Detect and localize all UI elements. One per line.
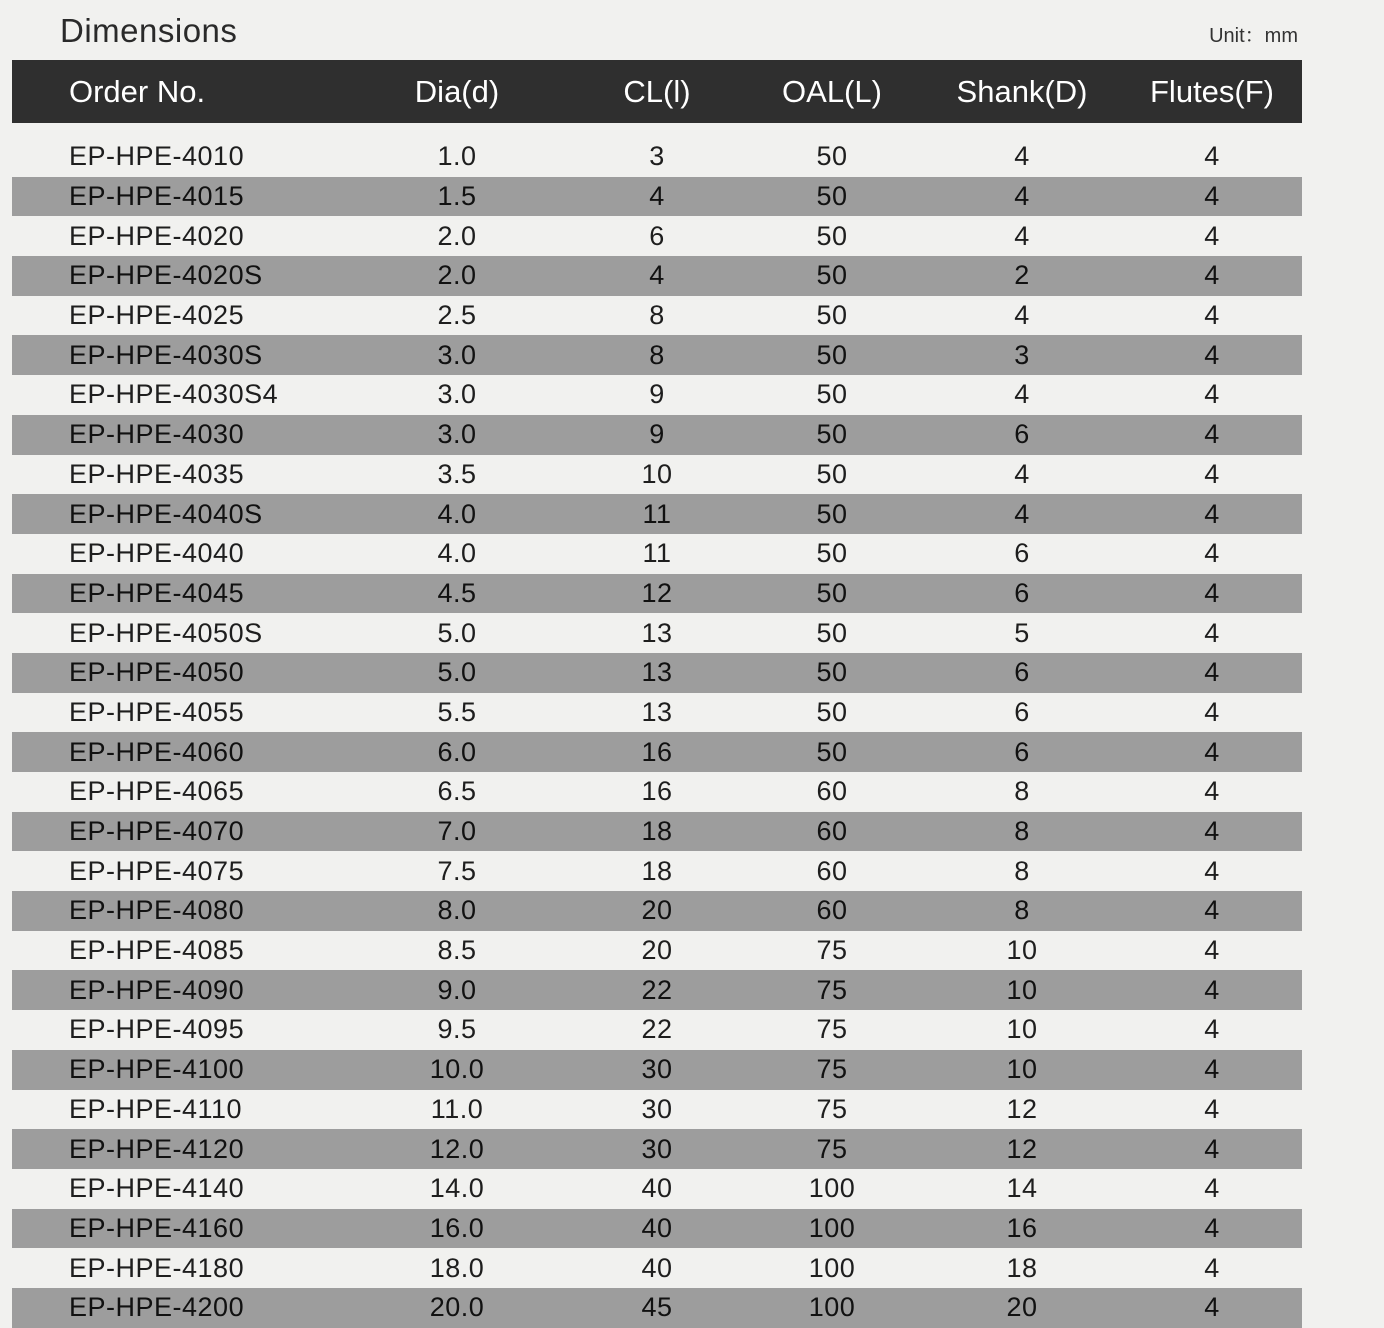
dia-cell: 5.0 <box>437 657 477 688</box>
shank-cell: 10 <box>1006 1054 1038 1085</box>
oal-cell: 50 <box>816 141 848 172</box>
column-header-oal: OAL(L) <box>782 73 882 109</box>
flutes-cell: 4 <box>1204 1212 1220 1243</box>
flutes-cell: 4 <box>1204 141 1220 172</box>
order-no-cell: EP-HPE-4120 <box>69 1133 245 1164</box>
order-no-cell: EP-HPE-4040S <box>69 498 263 529</box>
cl-cell: 11 <box>642 538 672 569</box>
cl-cell: 20 <box>641 935 673 966</box>
shank-cell: 4 <box>1014 181 1030 212</box>
shank-cell: 4 <box>1014 141 1030 172</box>
shank-cell: 6 <box>1014 657 1030 688</box>
dia-cell: 2.0 <box>437 220 477 251</box>
dia-cell: 3.0 <box>437 379 477 410</box>
dia-cell: 9.5 <box>437 1014 477 1045</box>
shank-cell: 16 <box>1006 1212 1038 1243</box>
oal-cell: 60 <box>816 855 848 886</box>
flutes-cell: 4 <box>1204 935 1220 966</box>
shank-cell: 8 <box>1014 895 1030 926</box>
table-row <box>12 574 1302 614</box>
order-no-cell: EP-HPE-4075 <box>69 855 245 886</box>
dia-cell: 11.0 <box>430 1093 484 1124</box>
shank-cell: 6 <box>1014 577 1030 608</box>
shank-cell: 10 <box>1006 1014 1038 1045</box>
dia-cell: 7.0 <box>437 816 477 847</box>
table-row <box>12 534 1302 574</box>
dia-cell: 3.5 <box>437 458 477 489</box>
order-no-cell: EP-HPE-4090 <box>69 974 245 1005</box>
page-title: Dimensions <box>60 12 238 49</box>
shank-cell: 6 <box>1014 696 1030 727</box>
order-no-cell: EP-HPE-4050S <box>69 617 263 648</box>
cl-cell: 22 <box>641 974 673 1005</box>
dia-cell: 4.0 <box>437 538 477 569</box>
order-no-cell: EP-HPE-4035 <box>69 458 245 489</box>
shank-cell: 14 <box>1006 1173 1038 1204</box>
table-row <box>12 216 1302 256</box>
column-header-order-no: Order No. <box>69 73 206 109</box>
dia-cell: 4.5 <box>437 577 477 608</box>
flutes-cell: 4 <box>1204 895 1220 926</box>
oal-cell: 60 <box>816 895 848 926</box>
flutes-cell: 4 <box>1204 657 1220 688</box>
flutes-cell: 4 <box>1204 538 1220 569</box>
oal-cell: 60 <box>816 776 848 807</box>
dia-cell: 20.0 <box>429 1292 485 1323</box>
cl-cell: 13 <box>641 696 673 727</box>
order-no-cell: EP-HPE-4020 <box>69 220 245 251</box>
cl-cell: 20 <box>641 895 673 926</box>
dia-cell: 16.0 <box>429 1212 485 1243</box>
order-no-cell: EP-HPE-4050 <box>69 657 245 688</box>
flutes-cell: 4 <box>1204 1054 1220 1085</box>
flutes-cell: 4 <box>1204 1093 1220 1124</box>
order-no-cell: EP-HPE-4045 <box>69 577 245 608</box>
cl-cell: 4 <box>649 260 665 291</box>
oal-cell: 50 <box>816 736 848 767</box>
table-header <box>12 60 1302 123</box>
table-row <box>12 455 1302 495</box>
order-no-cell: EP-HPE-4200 <box>69 1292 245 1323</box>
oal-cell: 50 <box>816 379 848 410</box>
table-row <box>12 296 1302 336</box>
table-row <box>12 335 1302 375</box>
shank-cell: 2 <box>1014 260 1030 291</box>
dia-cell: 5.5 <box>437 696 477 727</box>
order-no-cell: EP-HPE-4085 <box>69 935 245 966</box>
flutes-cell: 4 <box>1204 1173 1220 1204</box>
oal-cell: 75 <box>816 1093 848 1124</box>
oal-cell: 100 <box>808 1173 856 1204</box>
cl-cell: 13 <box>641 657 673 688</box>
dia-cell: 1.0 <box>437 141 477 172</box>
shank-cell: 10 <box>1006 974 1038 1005</box>
order-no-cell: EP-HPE-4010 <box>69 141 245 172</box>
flutes-cell: 4 <box>1204 1014 1220 1045</box>
order-no-cell: EP-HPE-4030S4 <box>69 379 279 410</box>
oal-cell: 100 <box>808 1252 856 1283</box>
flutes-cell: 4 <box>1204 577 1220 608</box>
flutes-cell: 4 <box>1204 220 1220 251</box>
cl-cell: 8 <box>649 339 665 370</box>
order-no-cell: EP-HPE-4025 <box>69 300 245 331</box>
oal-cell: 50 <box>816 577 848 608</box>
cl-cell: 6 <box>649 220 665 251</box>
shank-cell: 12 <box>1006 1093 1038 1124</box>
table-row <box>12 415 1302 455</box>
oal-cell: 75 <box>816 974 848 1005</box>
cl-cell: 30 <box>641 1054 673 1085</box>
order-no-cell: EP-HPE-4095 <box>69 1014 245 1045</box>
shank-cell: 8 <box>1014 776 1030 807</box>
dia-cell: 18.0 <box>429 1252 485 1283</box>
oal-cell: 50 <box>816 300 848 331</box>
table-row <box>12 891 1302 931</box>
table-row <box>12 1288 1302 1328</box>
dia-cell: 1.5 <box>437 181 477 212</box>
shank-cell: 18 <box>1006 1252 1038 1283</box>
unit-label: Unit：mm <box>1209 25 1298 47</box>
table-row <box>12 494 1302 534</box>
cl-cell: 18 <box>641 855 673 886</box>
table-row <box>12 256 1302 296</box>
oal-cell: 60 <box>816 816 848 847</box>
order-no-cell: EP-HPE-4160 <box>69 1212 245 1243</box>
order-no-cell: EP-HPE-4080 <box>69 895 245 926</box>
cl-cell: 16 <box>641 776 673 807</box>
dia-cell: 10.0 <box>429 1054 485 1085</box>
shank-cell: 4 <box>1014 220 1030 251</box>
cl-cell: 13 <box>641 617 673 648</box>
dimensions-table <box>12 60 1302 1328</box>
dia-cell: 4.0 <box>437 498 477 529</box>
dia-cell: 6.0 <box>437 736 477 767</box>
table-row <box>12 177 1302 217</box>
order-no-cell: EP-HPE-4180 <box>69 1252 245 1283</box>
table-body <box>12 137 1302 1328</box>
order-no-cell: EP-HPE-4030S <box>69 339 263 370</box>
dia-cell: 3.0 <box>437 339 477 370</box>
shank-cell: 4 <box>1014 379 1030 410</box>
oal-cell: 50 <box>816 696 848 727</box>
order-no-cell: EP-HPE-4055 <box>69 696 245 727</box>
table-row <box>12 1010 1302 1050</box>
shank-cell: 6 <box>1014 538 1030 569</box>
order-no-cell: EP-HPE-4110 <box>69 1093 243 1124</box>
dia-cell: 2.0 <box>437 260 477 291</box>
cl-cell: 3 <box>649 141 665 172</box>
shank-cell: 6 <box>1014 736 1030 767</box>
dia-cell: 8.5 <box>437 935 477 966</box>
flutes-cell: 4 <box>1204 617 1220 648</box>
flutes-cell: 4 <box>1204 816 1220 847</box>
cl-cell: 22 <box>641 1014 673 1045</box>
oal-cell: 100 <box>808 1212 856 1243</box>
cl-cell: 30 <box>641 1133 673 1164</box>
shank-cell: 8 <box>1014 855 1030 886</box>
cl-cell: 12 <box>641 577 673 608</box>
cl-cell: 40 <box>641 1212 673 1243</box>
table-row <box>12 772 1302 812</box>
dia-cell: 6.5 <box>437 776 477 807</box>
oal-cell: 50 <box>816 181 848 212</box>
dia-cell: 12.0 <box>429 1133 485 1164</box>
cl-cell: 40 <box>641 1173 673 1204</box>
table-row <box>12 931 1302 971</box>
order-no-cell: EP-HPE-4015 <box>69 181 245 212</box>
shank-cell: 8 <box>1014 816 1030 847</box>
dia-cell: 14.0 <box>429 1173 485 1204</box>
shank-cell: 3 <box>1014 339 1030 370</box>
column-header-dia: Dia(d) <box>414 73 500 109</box>
cl-cell: 8 <box>649 300 665 331</box>
flutes-cell: 4 <box>1204 855 1220 886</box>
cl-cell: 9 <box>649 379 665 410</box>
flutes-cell: 4 <box>1204 974 1220 1005</box>
flutes-cell: 4 <box>1204 1292 1220 1323</box>
order-no-cell: EP-HPE-4065 <box>69 776 245 807</box>
table-row <box>12 851 1302 891</box>
oal-cell: 75 <box>816 1133 848 1164</box>
flutes-cell: 4 <box>1204 379 1220 410</box>
order-no-cell: EP-HPE-4040 <box>69 538 245 569</box>
table-row <box>12 1209 1302 1249</box>
cl-cell: 45 <box>641 1292 673 1323</box>
dia-cell: 3.0 <box>437 419 477 450</box>
oal-cell: 50 <box>816 617 848 648</box>
cl-cell: 16 <box>641 736 673 767</box>
table-row <box>12 1169 1302 1209</box>
column-header-flutes: Flutes(F) <box>1150 73 1274 109</box>
order-no-cell: EP-HPE-4060 <box>69 736 245 767</box>
table-row <box>12 970 1302 1010</box>
flutes-cell: 4 <box>1204 260 1220 291</box>
oal-cell: 50 <box>816 538 848 569</box>
oal-cell: 75 <box>816 1014 848 1045</box>
oal-cell: 50 <box>816 419 848 450</box>
order-no-cell: EP-HPE-4020S <box>69 260 263 291</box>
cl-cell: 9 <box>649 419 665 450</box>
order-no-cell: EP-HPE-4030 <box>69 419 245 450</box>
oal-cell: 75 <box>816 935 848 966</box>
oal-cell: 50 <box>816 339 848 370</box>
table-row <box>12 1050 1302 1090</box>
flutes-cell: 4 <box>1204 458 1220 489</box>
table-row <box>12 1248 1302 1288</box>
column-header-shank: Shank(D) <box>956 73 1088 109</box>
table-row <box>12 732 1302 772</box>
cl-cell: 4 <box>649 181 665 212</box>
flutes-cell: 4 <box>1204 181 1220 212</box>
shank-cell: 12 <box>1006 1133 1038 1164</box>
order-no-cell: EP-HPE-4070 <box>69 816 245 847</box>
column-header-cl: CL(l) <box>623 73 691 109</box>
oal-cell: 50 <box>816 657 848 688</box>
order-no-cell: EP-HPE-4100 <box>69 1054 245 1085</box>
order-no-cell: EP-HPE-4140 <box>69 1173 245 1204</box>
flutes-cell: 4 <box>1204 339 1220 370</box>
table-row <box>12 613 1302 653</box>
table-row <box>12 1090 1302 1130</box>
dia-cell: 9.0 <box>437 974 477 1005</box>
shank-cell: 6 <box>1014 419 1030 450</box>
dia-cell: 7.5 <box>437 855 477 886</box>
table-row <box>12 375 1302 415</box>
table-row <box>12 653 1302 693</box>
flutes-cell: 4 <box>1204 736 1220 767</box>
cl-cell: 30 <box>641 1093 673 1124</box>
oal-cell: 50 <box>816 260 848 291</box>
dia-cell: 5.0 <box>437 617 477 648</box>
cl-cell: 10 <box>641 458 673 489</box>
oal-cell: 50 <box>816 220 848 251</box>
cl-cell: 11 <box>642 498 672 529</box>
oal-cell: 50 <box>816 458 848 489</box>
shank-cell: 5 <box>1014 617 1030 648</box>
flutes-cell: 4 <box>1204 1252 1220 1283</box>
flutes-cell: 4 <box>1204 1133 1220 1164</box>
flutes-cell: 4 <box>1204 776 1220 807</box>
table-row <box>12 137 1302 177</box>
cl-cell: 40 <box>641 1252 673 1283</box>
oal-cell: 75 <box>816 1054 848 1085</box>
oal-cell: 50 <box>816 498 848 529</box>
dia-cell: 8.0 <box>437 895 477 926</box>
shank-cell: 4 <box>1014 498 1030 529</box>
flutes-cell: 4 <box>1204 696 1220 727</box>
table-row <box>12 693 1302 733</box>
flutes-cell: 4 <box>1204 419 1220 450</box>
flutes-cell: 4 <box>1204 498 1220 529</box>
shank-cell: 10 <box>1006 935 1038 966</box>
shank-cell: 20 <box>1006 1292 1038 1323</box>
table-row <box>12 1129 1302 1169</box>
shank-cell: 4 <box>1014 458 1030 489</box>
table-row <box>12 812 1302 852</box>
dia-cell: 2.5 <box>437 300 477 331</box>
cl-cell: 18 <box>641 816 673 847</box>
flutes-cell: 4 <box>1204 300 1220 331</box>
shank-cell: 4 <box>1014 300 1030 331</box>
oal-cell: 100 <box>808 1292 856 1323</box>
